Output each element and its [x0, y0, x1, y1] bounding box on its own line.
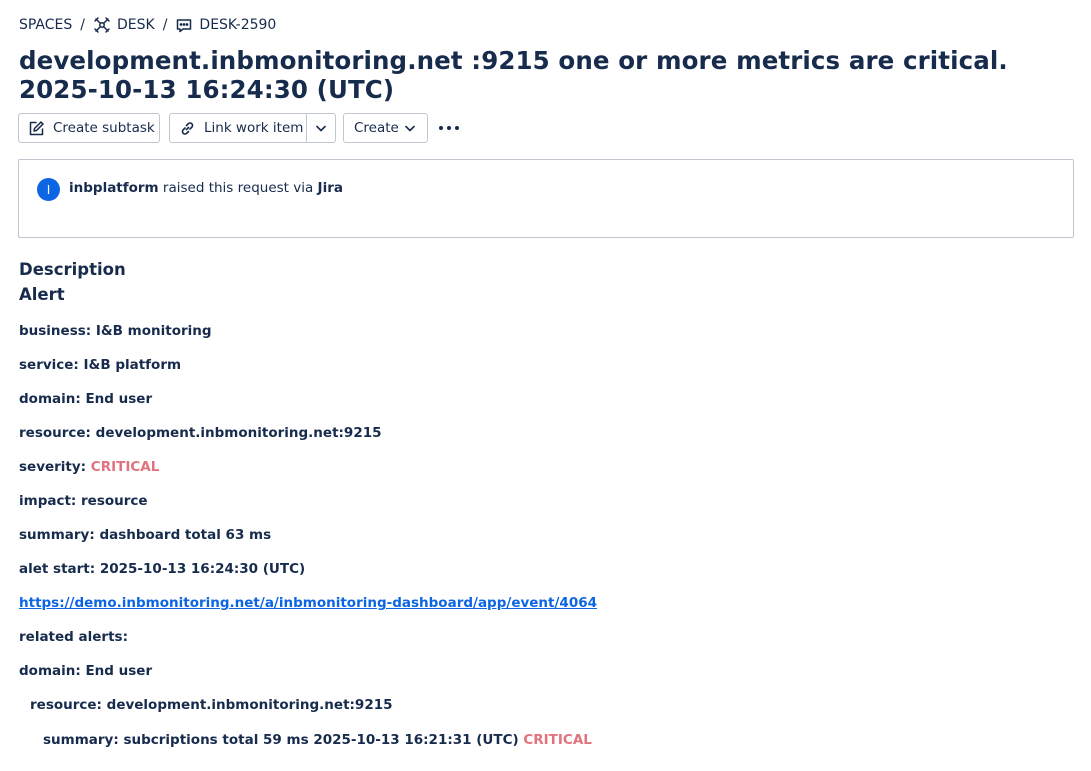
chevron-down-icon: [403, 121, 417, 135]
more-dot: [455, 126, 459, 130]
project-icon: [93, 16, 111, 34]
breadcrumb-separator: /: [162, 17, 168, 33]
breadcrumb: [19, 15, 276, 35]
create-label: Create: [354, 120, 399, 136]
severity-line: [19, 458, 159, 476]
chevron-down-icon[interactable]: [314, 121, 328, 135]
reporter-name[interactable]: inbplatform: [69, 180, 159, 196]
related-summary-line: [43, 731, 592, 749]
impact-line: impact: resource: [19, 493, 148, 509]
service-line: service: I&B platform: [19, 357, 182, 373]
more-dot: [447, 126, 451, 130]
related-alerts-line: related alerts:: [19, 629, 128, 645]
breadcrumb-project[interactable]: DESK: [117, 17, 155, 33]
related-resource-line: resource: development.inbmonitoring.net:9215: [30, 697, 393, 713]
create-subtask-button[interactable]: [18, 113, 160, 143]
request-icon: [175, 16, 193, 34]
alert-heading: Alert: [19, 285, 65, 304]
request-details-panel: [18, 159, 1074, 238]
raised-by-text: [69, 180, 343, 196]
breadcrumb-separator: /: [80, 17, 85, 33]
create-dropdown-button[interactable]: [343, 113, 428, 143]
summary-line: summary: dashboard total 63 ms: [19, 527, 272, 543]
related-summary-text: summary: subcriptions total 59 ms 2025-10-13 16:21:31 (UTC): [43, 732, 524, 748]
more-dot: [439, 126, 443, 130]
button-divider: [306, 114, 307, 142]
breadcrumb-issue-key[interactable]: DESK-2590: [199, 17, 277, 33]
edit-icon: [28, 120, 45, 137]
link-work-item-button[interactable]: [169, 113, 336, 143]
related-domain-line: domain: End user: [19, 663, 153, 679]
resource-line: resource: development.inbmonitoring.net:9215: [19, 425, 382, 441]
create-subtask-label: Create subtask: [53, 120, 155, 136]
severity-value: CRITICAL: [90, 459, 160, 475]
more-icon[interactable]: [439, 120, 459, 136]
description-heading: Description: [19, 260, 126, 279]
link-work-item-label: Link work item: [204, 120, 304, 136]
page-title[interactable]: development.inbmonitoring.net :9215 one or more metrics are critical. 2025-10-13 16:24:30 (UTC): [19, 46, 1008, 104]
alert-start-line: alet start: 2025-10-13 16:24:30 (UTC): [19, 561, 306, 577]
breadcrumb-spaces[interactable]: SPACES: [19, 17, 73, 33]
severity-label: severity:: [19, 459, 91, 475]
related-severity-value: CRITICAL: [523, 732, 592, 748]
domain-line: domain: End user: [19, 391, 153, 407]
avatar[interactable]: I: [37, 178, 60, 201]
raised-via-text: raised this request via: [158, 180, 318, 196]
event-link[interactable]: https://demo.inbmonitoring.net/a/inbmonitoring-dashboard/app/event/4064: [19, 595, 597, 611]
channel-name: Jira: [317, 180, 343, 196]
business-line: business: I&B monitoring: [19, 323, 212, 339]
link-icon: [179, 120, 196, 137]
